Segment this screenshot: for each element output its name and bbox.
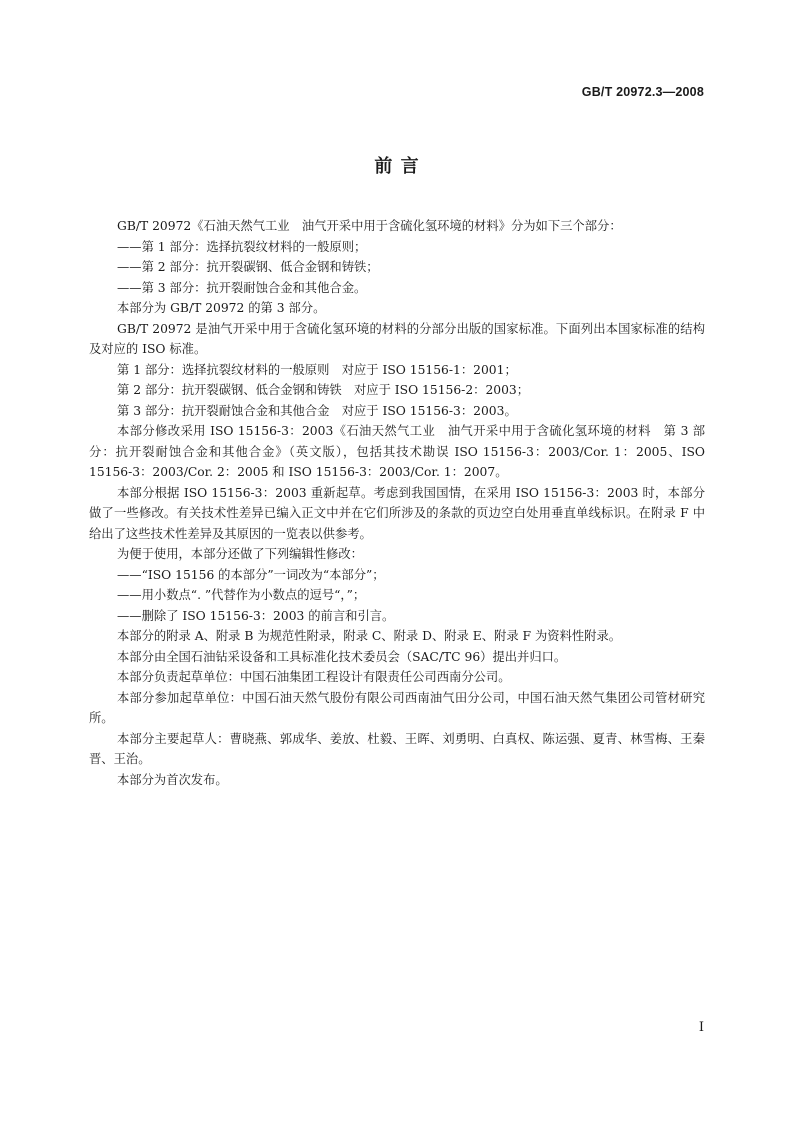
paragraph-structure: GB/T 20972 是油气开采中用于含硫化氢环境的材料的分部分出版的国家标准。下面列出本国家标准的结构及对应的 ISO 标准。	[89, 321, 705, 356]
foreword-body	[89, 216, 705, 790]
paragraph-correspondence-3: 第 3 部分：抗开裂耐蚀合金和其他合金 对应于 ISO 15156-3：2003。	[117, 403, 517, 418]
paragraph-proposer: 本部分由全国石油钻采设备和工具标准化技术委员会（SAC/TC 96）提出并归口。	[117, 649, 567, 664]
paragraph-participating-units: 本部分参加起草单位：中国石油天然气股份有限公司西南油气田分公司，中国石油天然气集团公司管材研究所。	[89, 690, 705, 725]
paragraph-editorial-intro: 为便于使用，本部分还做了下列编辑性修改：	[117, 547, 363, 561]
list-item-part-3: ——第 3 部分：抗开裂耐蚀合金和其他合金。	[117, 280, 367, 295]
paragraph-this-part: 本部分为 GB/T 20972 的第 3 部分。	[117, 301, 326, 315]
paragraph-drafting-unit: 本部分负责起草单位：中国石油集团工程设计有限责任公司西南分公司。	[117, 670, 511, 684]
page-title: 前 言	[374, 156, 420, 177]
paragraph-drafters: 本部分主要起草人：曹晓燕、郭成华、姜放、杜毅、王晖、刘勇明、白真权、陈运强、夏青、林雪梅、王秦晋、王治。	[89, 731, 705, 766]
list-item-editorial-2: ——用小数点“. ”代替作为小数点的逗号“，”；	[117, 588, 366, 602]
list-item-part-2: ——第 2 部分：抗开裂碳钢、低合金钢和铸铁；	[117, 260, 379, 274]
paragraph-annexes: 本部分的附录 A、附录 B 为规范性附录，附录 C、附录 D、附录 E、附录 F 为资料性附录。	[117, 629, 622, 643]
standard-code: GB/T 20972.3—2008	[581, 85, 704, 99]
paragraph-correspondence-2: 第 2 部分：抗开裂碳钢、低合金钢和铸铁 对应于 ISO 15156-2：2003；	[117, 383, 530, 397]
page-number: I	[698, 1020, 704, 1035]
paragraph-correspondence-1: 第 1 部分：选择抗裂纹材料的一般原则 对应于 ISO 15156-1：2001；	[117, 362, 517, 377]
list-item-part-1: ——第 1 部分：选择抗裂纹材料的一般原则；	[117, 239, 367, 254]
list-item-editorial-3: ——删除了 ISO 15156-3：2003 的前言和引言。	[117, 608, 395, 623]
paragraph-first-release: 本部分为首次发布。	[117, 772, 228, 787]
paragraph-redraft: 本部分根据 ISO 15156-3：2003 重新起草。考虑到我国国情，在采用 ISO 15156-3：2003 时，本部分做了一些修改。有关技术性差异已编入正文中并在它们所涉及的条款的页边空白处用垂直单线标识。在附录 F 中给出了这些技术性差异及其原因的一览表以供参考。	[89, 485, 705, 541]
paragraph-modification: 本部分修改采用 ISO 15156-3：2003《石油天然气工业 油气开采中用于含硫化氢环境的材料 第 3 部分：抗开裂耐蚀合金和其他合金》（英文版），包括其技术勘误 ISO 15156-3：2003/Cor. 1：2005、ISO 15156-3：2003/Cor. 2：2005 和 ISO 15156-3：2003/Cor. 1：2007。	[89, 424, 705, 479]
list-item-editorial-1: ——“ISO 15156 的本部分”一词改为“本部分”；	[117, 567, 385, 582]
paragraph-intro: GB/T 20972《石油天然气工业 油气开采中用于含硫化氢环境的材料》分为如下三个部分：	[117, 219, 622, 233]
